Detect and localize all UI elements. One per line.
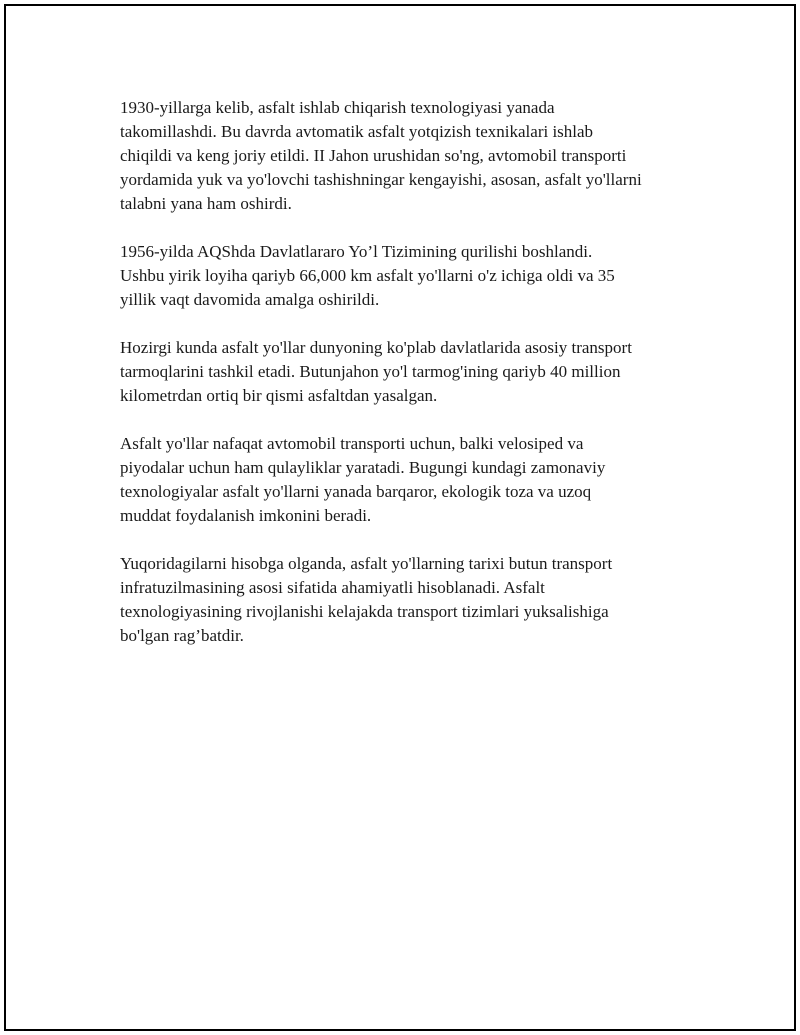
text-line: infratuzilmasining asosi sifatida ahamiyatli hisoblanadi. Asfalt: [120, 578, 545, 597]
text-line: yillik vaqt davomida amalga oshirildi.: [120, 290, 380, 309]
text-line: takomillashdi. Bu davrda avtomatik asfalt yotqizish texnikalari ishlab: [120, 122, 594, 141]
paragraph-5: [120, 552, 710, 648]
text-line: Yuqoridagilarni hisobga olganda, asfalt yo'llarning tarixi butun transport: [120, 554, 613, 573]
text-line: tarmoqlarini tashkil etadi. Butunjahon yo'l tarmog'ining qariyb 40 million: [120, 362, 621, 381]
text-line: yordamida yuk va yo'lovchi tashishningar kengayishi, asosan, asfalt yo'llarni: [120, 170, 642, 189]
text-line: texnologiyalar asfalt yo'llarni yanada barqaror, ekologik toza va uzoq: [120, 482, 592, 501]
text-line: Ushbu yirik loyiha qariyb 66,000 km asfalt yo'llarni o'z ichiga oldi va 35: [120, 266, 615, 285]
text-line: 1930-yillarga kelib, asfalt ishlab chiqarish texnologiyasi yanada: [120, 98, 555, 117]
document-page: [4, 4, 796, 1031]
paragraph-2: [120, 240, 710, 312]
text-line: bo'lgan rag’batdir.: [120, 626, 244, 645]
text-line: texnologiyasining rivojlanishi kelajakda transport tizimlari yuksalishiga: [120, 602, 609, 621]
text-line: Asfalt yo'llar nafaqat avtomobil transporti uchun, balki velosiped va: [120, 434, 584, 453]
text-line: 1956-yilda AQShda Davlatlararo Yo’l Tizimining qurilishi boshlandi.: [120, 242, 593, 261]
text-line: talabni yana ham oshirdi.: [120, 194, 292, 213]
paragraph-3: [120, 336, 710, 408]
text-line: kilometrdan ortiq bir qismi asfaltdan yasalgan.: [120, 386, 438, 405]
document-body: [120, 96, 710, 672]
text-line: Hozirgi kunda asfalt yo'llar dunyoning ko'plab davlatlarida asosiy transport: [120, 338, 632, 357]
text-line: chiqildi va keng joriy etildi. II Jahon urushidan so'ng, avtomobil transporti: [120, 146, 627, 165]
paragraph-1: [120, 96, 710, 216]
paragraph-4: [120, 432, 710, 528]
text-line: muddat foydalanish imkonini beradi.: [120, 506, 372, 525]
text-line: piyodalar uchun ham qulayliklar yaratadi. Bugungi kundagi zamonaviy: [120, 458, 606, 477]
